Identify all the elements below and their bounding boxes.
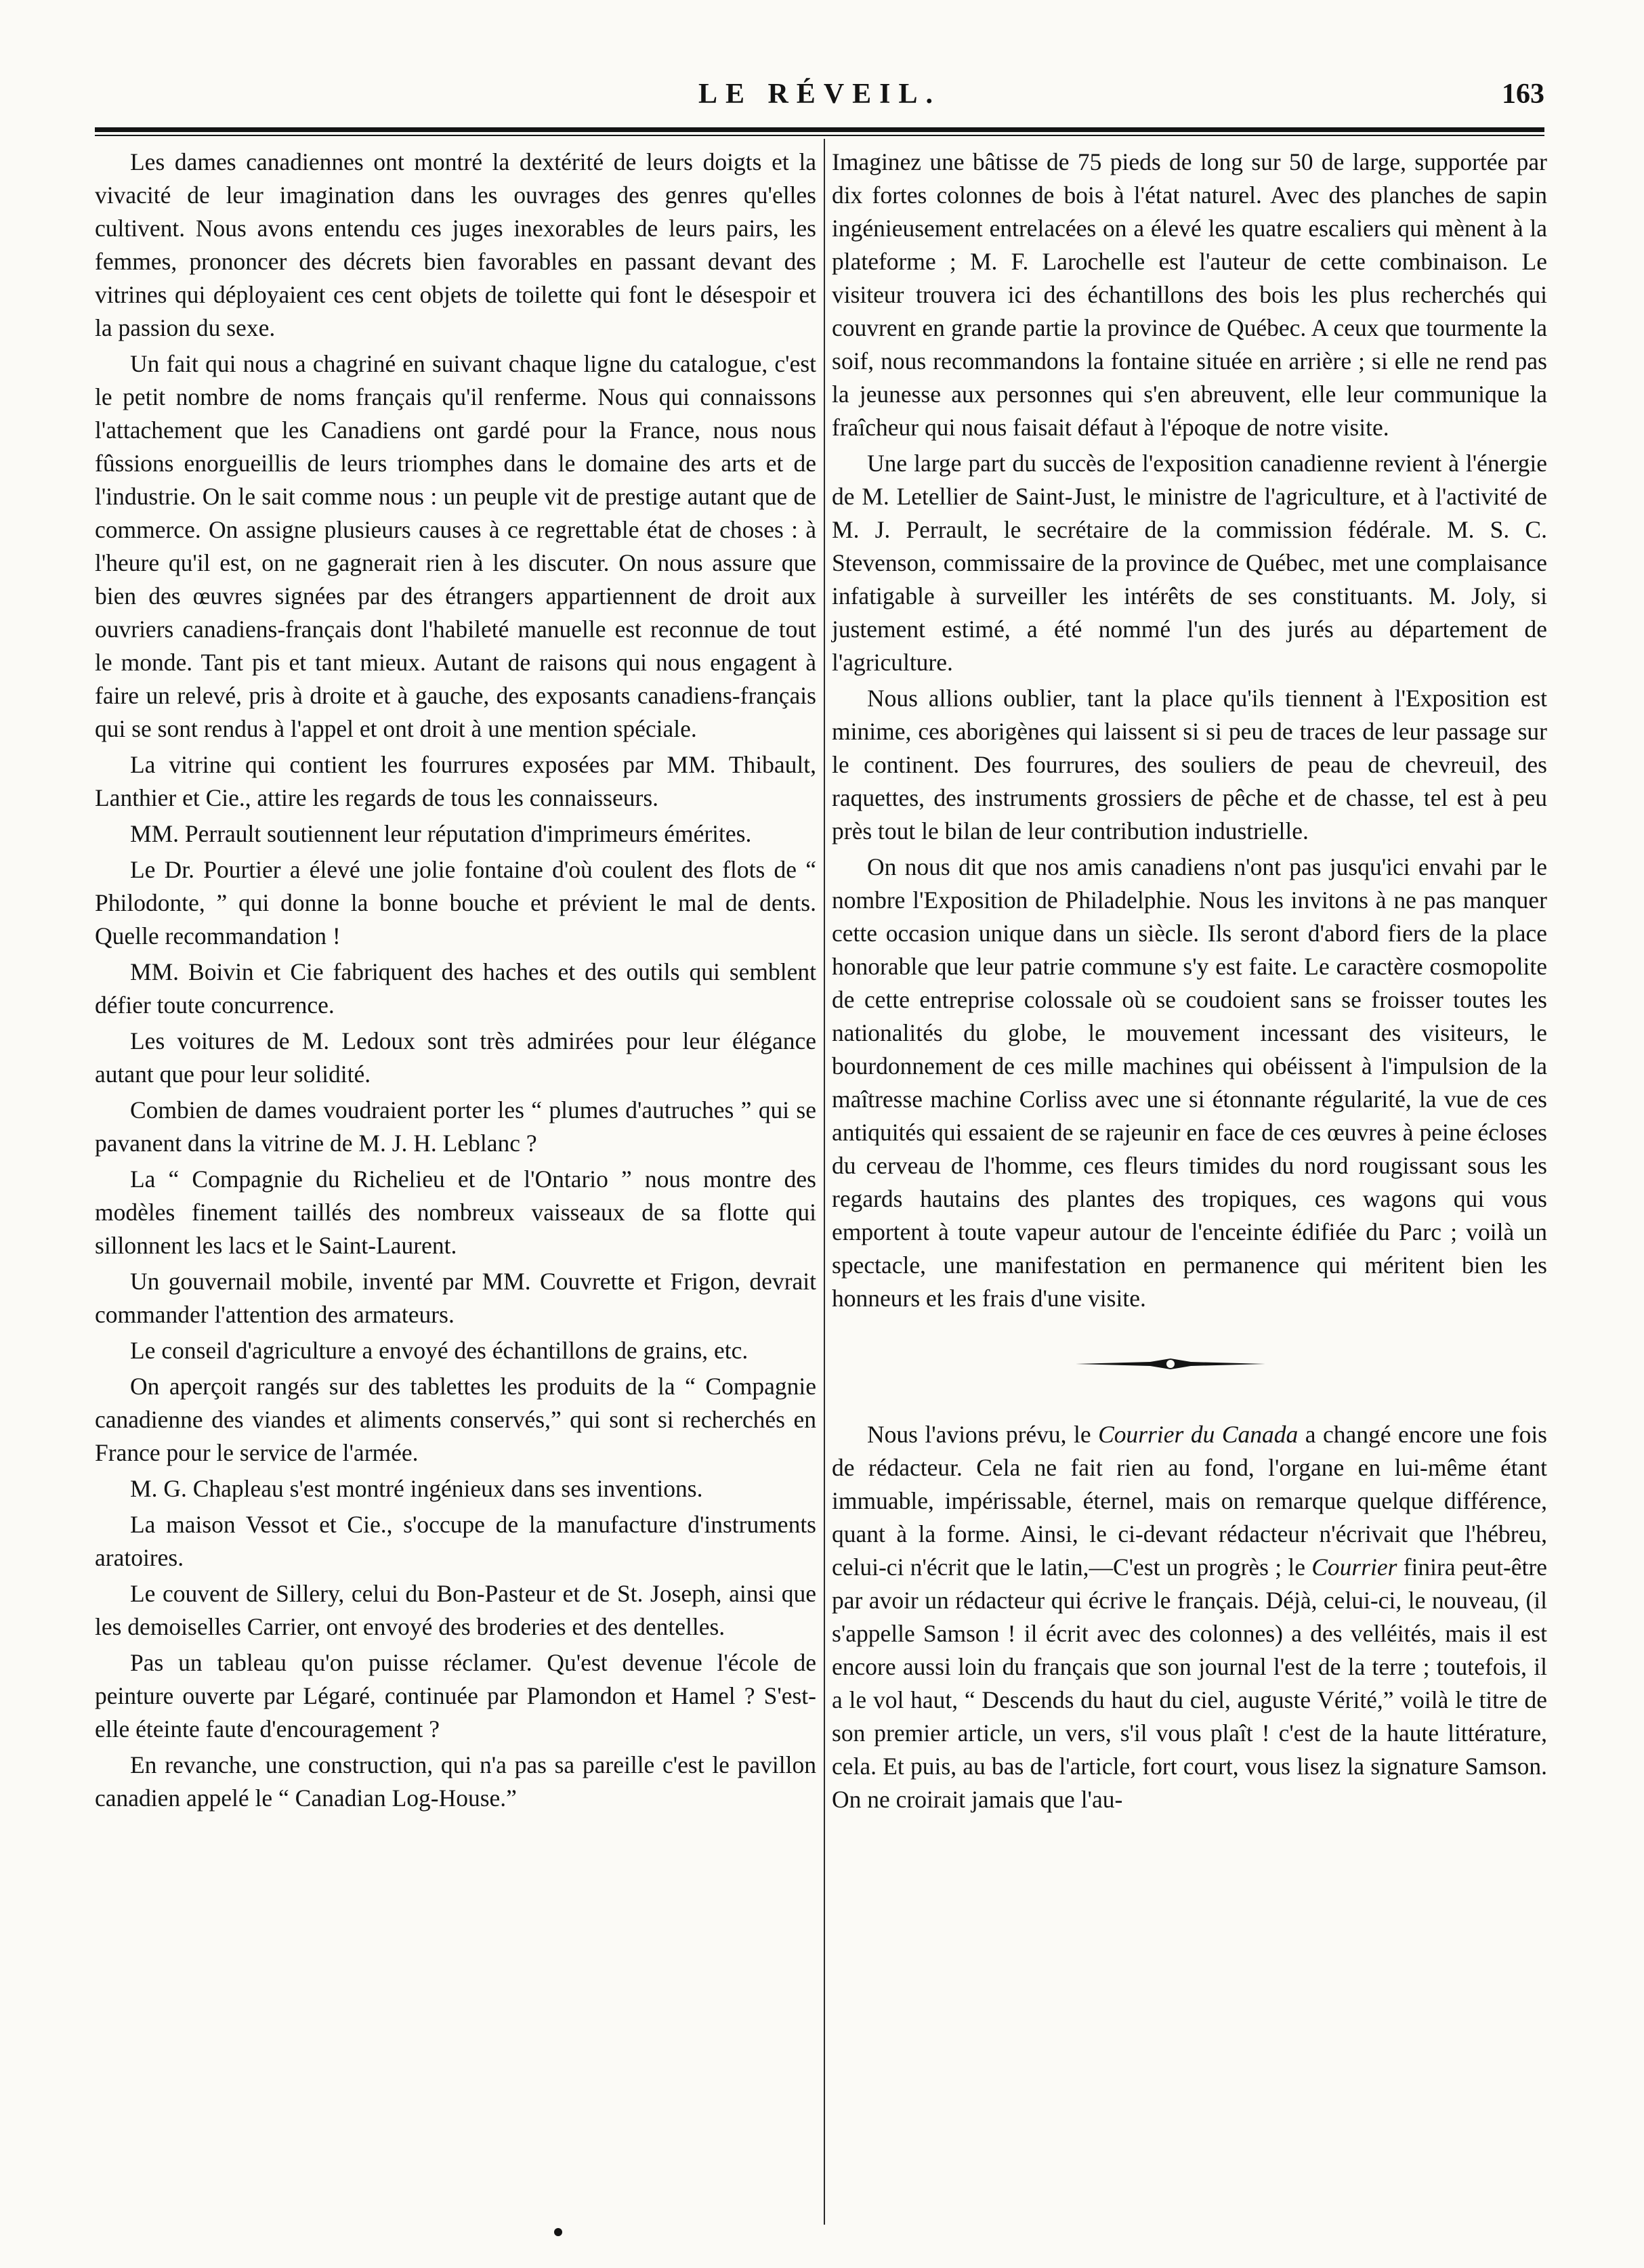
- paragraph: On nous dit que nos amis canadiens n'ont pas jusqu'ici envahi par le nombre l'Exposition de Philadelphie. Nous les invitons à ne pas manquer cette occasion unique dans un siècle. Ils seront d'abord fiers de la place honorable que leur patrie commune s'y est faite. Le caractère cosmopolite de cette entreprise colossale où se coudoient sans se froisser toutes les nationalités du globe, le mouvement incessant des visiteurs, le bourdonnement de ces mille machines qui obéissent à l'impulsion de la maîtresse machine Corliss avec une si étonnante régularité, la vue de ces antiquités qui essaient de se rajeunir en face de ces œuvres à peine écloses du cerveau de l'homme, ces fleurs timides du nord rougissant sous les regards hautains des plantes des tropiques, ces wagons qui vous emportent à toute vapeur autour de l'enceinte édifiée du Parc ; voilà un spectacle, une manifestation en permanence qui méritent bien les honneurs et les frais d'une visite.: [832, 853, 1547, 1312]
- page-header: [95, 78, 1544, 119]
- text-run: finira peut-être par avoir un rédacteur qui écrive le français. Déjà, celui-ci, le nouveau, (il s'appelle Samson ! il écrit avec des colonnes) a des velléités, mais il est encore aussi loin du français que son journal l'est de la terre ; toutefois, il a le vol haut, “ Descends du haut du ciel, auguste Vérité,” voilà le titre de son premier article, un vers, s'il vous plaît ! c'est de la haute littérature, cela. Et puis, au bas de l'article, fort court, vous lisez la signature Samson. On ne croirait jamais que l'au-: [832, 1554, 1547, 1813]
- header-rule-thin: [95, 135, 1544, 136]
- paragraph: MM. Perrault soutiennent leur réputation d'imprimeurs émérites.: [130, 820, 752, 847]
- left-column: [95, 146, 816, 1818]
- page-bottom-dot: [554, 2228, 562, 2236]
- column-divider: [824, 139, 825, 2225]
- section-separator-ornament: [832, 1346, 1547, 1387]
- paragraph: Le Dr. Pourtier a élevé une jolie fontaine d'où coulent des flots de “ Philodonte, ” qui donne la bonne bouche et prévient le mal de dents. Quelle recommandation !: [95, 856, 816, 949]
- paragraph: La maison Vessot et Cie., s'occupe de la manufacture d'instruments aratoires.: [95, 1511, 816, 1571]
- paragraph: Pas un tableau qu'on puisse réclamer. Qu'est devenue l'école de peinture ouverte par Légaré, continuée par Plamondon et Hamel ? S'est-elle éteinte faute d'encouragement ?: [95, 1649, 816, 1742]
- right-column: [832, 146, 1547, 1819]
- second-article-paragraph: [832, 1418, 1547, 1816]
- paragraph: Nous allions oublier, tant la place qu'ils tiennent à l'Exposition est minime, ces aborigènes qui laissent si si peu de traces de leur passage sur le continent. Des fourrures, des souliers de peau de chevreuil, des raquettes, des instruments grossiers de pêche et de chasse, tel est à peu près tout le bilan de leur contribution industrielle.: [832, 685, 1547, 844]
- paragraph: MM. Boivin et Cie fabriquent des haches et des outils qui semblent défier toute concurrence.: [95, 958, 816, 1019]
- paragraph: Les dames canadiennes ont montré la dextérité de leurs doigts et la vivacité de leur imagination dans les ouvrages des genres qu'elles cultivent. Nous avons entendu ces juges inexorables de leurs pairs, les femmes, prononcer des décrets bien favorables en passant devant des vitrines qui déployaient ces cent objets de toilette qui font le désespoir et la passion du sexe.: [95, 148, 816, 341]
- paragraph: M. G. Chapleau s'est montré ingénieux dans ses inventions.: [130, 1475, 703, 1502]
- paragraph: Un fait qui nous a chagriné en suivant chaque ligne du catalogue, c'est le petit nombre de noms français qu'il renferme. Nous qui connaissons l'attachement que les Canadiens ont gardé pour la France, nous nous fûssions enorgueillis de leurs triomphes dans le domaine des arts et de l'industrie. On le sait comme nous : un peuple vit de prestige autant que de commerce. On assigne plusieurs causes à ce regrettable état de choses : à l'heure qu'il est, on ne gagnerait rien à les discuter. On nous assure que bien des œuvres signées par des étrangers appartiennent de droit aux ouvriers canadiens-français dont l'habileté manuelle est reconnue de tout le monde. Tant pis et tant mieux. Autant de raisons qui nous engagent à faire un relevé, pris à droite et à gauche, des exposants canadiens-français qui se sont rendus à l'appel et ont droit à une mention spéciale.: [95, 350, 816, 742]
- paragraph: La “ Compagnie du Richelieu et de l'Ontario ” nous montre des modèles finement taillés des nombreux vaisseaux de sa flotte qui sillonnent les lacs et le Saint-Laurent.: [95, 1165, 816, 1259]
- running-title: LE RÉVEIL.: [698, 79, 942, 110]
- text-run: a changé encore une fois de rédacteur. Cela ne fait rien au fond, l'organe en lui-même étant immuable, impérissable, éternel, mais on remarque quelque différence, quant à la forme. Ainsi, le ci-devant rédacteur n'écrivait que l'hébreu, celui-ci n'écrit que le latin,—C'est un progrès ; le: [832, 1421, 1547, 1581]
- newspaper-short-name: Courrier: [1311, 1554, 1397, 1581]
- paragraph: Imaginez une bâtisse de 75 pieds de long sur 50 de large, supportée par dix fortes colonnes de bois à l'état naturel. Avec des planches de sapin ingénieusement entrelacées on a élevé les quatre escaliers qui mènent à la plateforme ; M. F. Larochelle est l'auteur de cette combinaison. Le visiteur trouvera ici des échantillons des bois les plus recherchés qui couvrent en grande partie la province de Québec. A ceux que tourmente la soif, nous recommandons la fontaine située en arrière ; si elle ne rend pas la jeunesse aux personnes qui s'en abreuvent, elle leur communique la fraîcheur qui nous faisait défaut à l'époque de notre visite.: [832, 148, 1547, 441]
- page-number: 163: [1502, 79, 1544, 110]
- paragraph: Une large part du succès de l'exposition canadienne revient à l'énergie de M. Letellier de Saint-Just, le ministre de l'agriculture, et à l'activité de M. J. Perrault, le secrétaire de la commission fédérale. M. S. C. Stevenson, commissaire de la province de Québec, met une complaisance infatigable à surveiller les intérêts de ses constituants. M. Joly, si justement estimé, a été nommé l'un des jurés au département de l'agriculture.: [832, 450, 1547, 676]
- newspaper-name: Courrier du Canada: [1098, 1421, 1299, 1448]
- paragraph: Le couvent de Sillery, celui du Bon-Pasteur et de St. Joseph, ainsi que les demoiselles Carrier, ont envoyé des broderies et des dentelles.: [95, 1580, 816, 1640]
- paragraph: Un gouvernail mobile, inventé par MM. Couvrette et Frigon, devrait commander l'attention des armateurs.: [95, 1268, 816, 1328]
- paragraph: La vitrine qui contient les fourrures exposées par MM. Thibault, Lanthier et Cie., attire les regards de tous les connaisseurs.: [95, 751, 816, 811]
- paragraph: On aperçoit rangés sur des tablettes les produits de la “ Compagnie canadienne des viandes et aliments conservés,” qui sont si recherchés en France pour le service de l'armée.: [95, 1373, 816, 1466]
- ornament-icon: [1076, 1350, 1265, 1377]
- text-run: Nous l'avions prévu, le: [867, 1421, 1099, 1448]
- paragraph: Les voitures de M. Ledoux sont très admirées pour leur élégance autant que pour leur solidité.: [95, 1027, 816, 1088]
- header-rule-thick: [95, 127, 1544, 132]
- paragraph: En revanche, une construction, qui n'a pas sa pareille c'est le pavillon canadien appelé le “ Canadian Log-House.”: [95, 1751, 816, 1812]
- paragraph: Le conseil d'agriculture a envoyé des échantillons de grains, etc.: [130, 1337, 749, 1364]
- paragraph: Combien de dames voudraient porter les “ plumes d'autruches ” qui se pavanent dans la vitrine de M. J. H. Leblanc ?: [95, 1096, 816, 1157]
